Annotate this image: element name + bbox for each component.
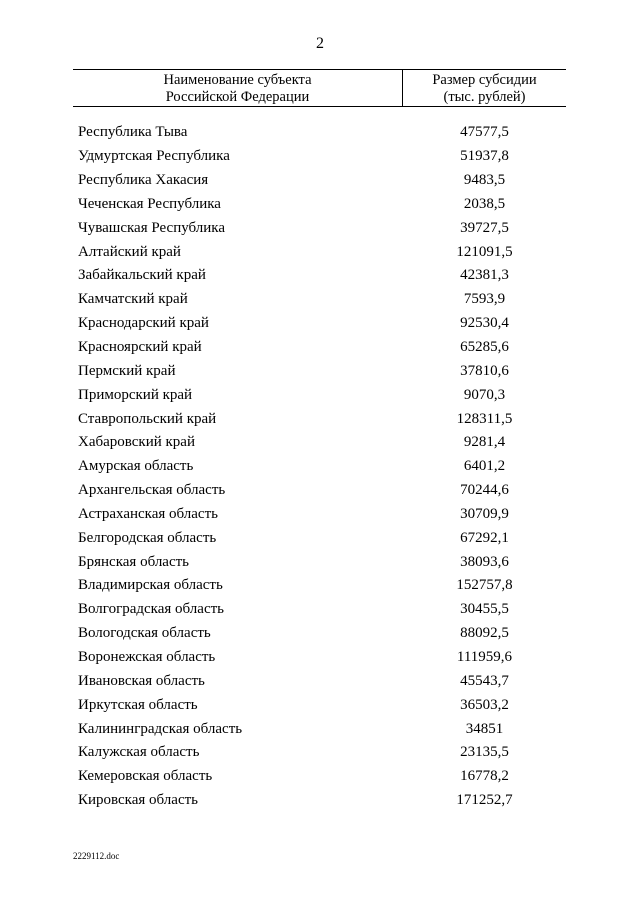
table-row [78,193,566,217]
table-row [78,359,566,383]
region-name: Брянская область [78,553,190,570]
subsidy-amount: 128311,5 [456,410,513,427]
region-name: Воронежская область [78,648,216,665]
subsidy-amount: 65285,6 [460,339,509,356]
table-row [78,646,566,670]
table-row [78,598,566,622]
table-row [78,145,566,169]
subsidy-amount: 121091,5 [456,243,513,260]
table-row [78,240,566,264]
table-row [78,383,566,407]
region-name: Кемеровская область [78,768,213,785]
subsidy-amount: 39727,5 [460,219,509,236]
subsidy-amount: 51937,8 [460,148,509,165]
table-row [78,216,566,240]
table-body [78,121,566,812]
region-name: Амурская область [78,458,194,475]
subsidy-amount: 16778,2 [460,768,509,785]
table-row [78,455,566,479]
subsidy-amount: 30709,9 [460,505,509,522]
region-name: Республика Тыва [78,124,188,141]
table-row [78,693,566,717]
table-row [78,169,566,193]
subsidy-amount: 6401,2 [463,458,506,475]
region-name: Красноярский край [78,339,202,356]
subsidy-amount: 111959,6 [456,648,513,665]
column-header-name-line1: Наименование субъекта [163,72,312,88]
table-row [78,503,566,527]
region-name: Ивановская область [78,672,205,689]
subsidy-amount: 23135,5 [460,744,509,761]
table-row [78,622,566,646]
table-row [78,431,566,455]
region-name: Калужская область [78,744,200,761]
table-row [78,479,566,503]
subsidy-amount: 36503,2 [460,696,509,713]
subsidy-amount: 9281,4 [463,434,506,451]
region-name: Ставропольский край [78,410,217,427]
table-row [78,550,566,574]
table-row [78,669,566,693]
subsidy-amount: 45543,7 [460,672,509,689]
subsidy-amount: 30455,5 [460,601,509,618]
subsidy-amount: 37810,6 [460,362,509,379]
subsidy-amount: 171252,7 [456,792,513,809]
region-name: Алтайский край [78,243,181,260]
subsidy-amount: 9070,3 [463,386,506,403]
subsidy-amount: 88092,5 [460,625,509,642]
subsidy-amount: 47577,5 [460,124,509,141]
column-header-value-line1: Размер субсидии [432,72,537,88]
table-row [78,765,566,789]
table-row [78,264,566,288]
subsidy-amount: 9483,5 [463,172,506,189]
region-name: Пермский край [78,362,176,379]
region-name: Краснодарский край [78,315,209,332]
subsidy-amount: 7593,9 [463,291,506,308]
region-name: Удмуртская Республика [78,148,230,165]
table-row [78,121,566,145]
region-name: Вологодская область [78,625,211,642]
document-filename: 2229112.doc [73,851,120,861]
table-row [78,336,566,360]
region-name: Волгоградская область [78,601,224,618]
subsidy-amount: 34851 [465,720,504,737]
subsidy-amount: 67292,1 [460,529,509,546]
region-name: Архангельская область [78,482,226,499]
region-name: Чувашская Республика [78,219,226,236]
table-row [78,741,566,765]
table-row [78,717,566,741]
page-number: 2 [316,35,324,52]
column-header-name-line2: Российской Федерации [165,89,310,105]
region-name: Калининградская область [78,720,243,737]
subsidy-amount: 2038,5 [463,195,506,212]
column-header-value [403,70,566,106]
region-name: Иркутская область [78,696,198,713]
region-name: Хабаровский край [78,434,195,451]
region-name: Кировская область [78,792,199,809]
region-name: Республика Хакасия [78,172,209,189]
table-row [78,574,566,598]
table-header [73,69,566,107]
subsidy-amount: 152757,8 [456,577,513,594]
column-header-name [73,70,403,106]
table-row [78,526,566,550]
table-row [78,312,566,336]
region-name: Приморский край [78,386,193,403]
region-name: Владимирская область [78,577,223,594]
table-row [78,789,566,813]
subsidy-amount: 38093,6 [460,553,509,570]
region-name: Астраханская область [78,505,218,522]
region-name: Забайкальский край [78,267,206,284]
subsidy-amount: 42381,3 [460,267,509,284]
subsidy-amount: 70244,6 [460,482,509,499]
column-header-value-line2: (тыс. рублей) [443,89,526,105]
region-name: Камчатский край [78,291,188,308]
region-name: Белгородская область [78,529,217,546]
table-row [78,407,566,431]
subsidy-amount: 92530,4 [460,315,509,332]
region-name: Чеченская Республика [78,195,221,212]
table-row [78,288,566,312]
